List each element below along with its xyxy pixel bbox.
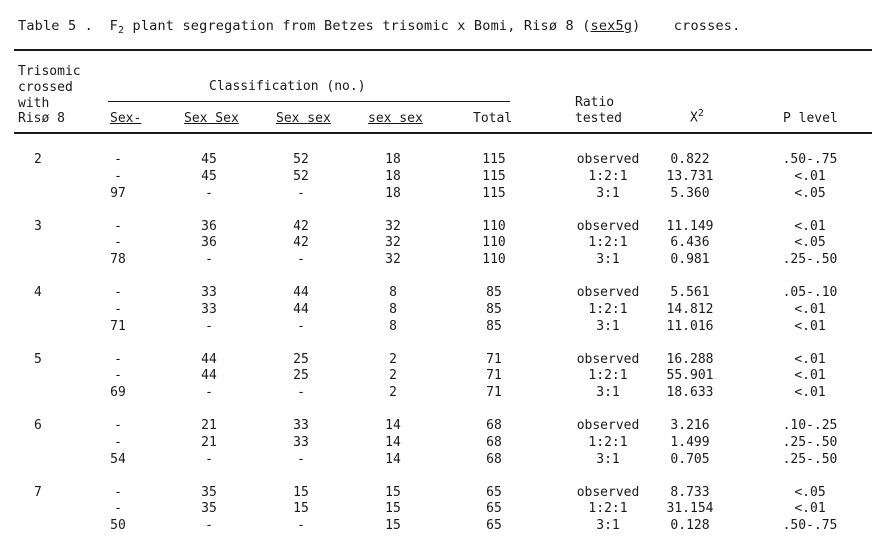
cell-total: 110 <box>482 218 506 234</box>
cell-total: 85 <box>486 318 502 334</box>
cell-sex-sex: - <box>205 518 213 534</box>
cell-sex-minus: 50 <box>110 518 126 534</box>
cell-sex-sex-lower: 25 <box>293 368 309 384</box>
header-bottom-rule <box>14 132 872 134</box>
cell-chi-square: 13.731 <box>666 168 714 184</box>
cell-total: 65 <box>486 484 502 500</box>
cell-sex-sex: - <box>205 318 213 334</box>
cell-chi-square: 5.561 <box>670 285 710 300</box>
cell-sex-sex-lower: - <box>297 518 305 534</box>
cell-ratio: 1:2:1 <box>588 501 628 517</box>
cell-sex-sex-lower: 33 <box>293 434 309 450</box>
cell-sex-sex: 45 <box>201 168 217 184</box>
cell-sex-minus: 69 <box>110 385 126 401</box>
cell-sex-sex: 35 <box>201 501 217 517</box>
cell-sex-minus: - <box>114 285 122 300</box>
cell-p-level: .25-.50 <box>782 252 838 268</box>
cell-chi-square: 0.705 <box>670 451 710 467</box>
cell-chi-square: 8.733 <box>670 484 710 500</box>
header-sex-sex: Sex Sex <box>184 111 239 126</box>
cell-sex-lower-sex-lower: 14 <box>385 418 401 433</box>
cell-p-level: <.05 <box>794 235 826 251</box>
cell-sex-sex: 45 <box>201 152 217 167</box>
cell-sex-minus: - <box>114 368 122 384</box>
cell-p-level: <.05 <box>794 484 826 500</box>
cell-total: 68 <box>486 451 502 467</box>
cell-total: 71 <box>486 351 502 367</box>
cell-ratio: 3:1 <box>596 318 620 334</box>
cell-ratio: 3:1 <box>596 252 620 268</box>
header-sex-sex-lower: Sex sex <box>276 111 331 126</box>
cell-chi-square: 0.822 <box>670 152 710 167</box>
cell-chi-square: 31.154 <box>666 501 714 517</box>
cell-sex-minus: - <box>114 301 122 317</box>
cell-chi-square: 18.633 <box>666 385 714 401</box>
cell-sex-lower-sex-lower: 18 <box>385 152 401 167</box>
cell-p-level: .50-.75 <box>782 518 838 534</box>
header-trisomic-3: with <box>18 96 50 111</box>
cell-total: 65 <box>486 501 502 517</box>
cell-p-level: <.01 <box>794 318 826 334</box>
cell-sex-sex-lower: - <box>297 252 305 268</box>
cell-sex-minus: 71 <box>110 318 126 334</box>
cell-total: 115 <box>482 185 506 201</box>
cell-sex-minus: - <box>114 235 122 251</box>
cell-chi-square: 55.901 <box>666 368 714 384</box>
cell-sex-lower-sex-lower: 32 <box>385 235 401 251</box>
cell-sex-lower-sex-lower: 15 <box>385 501 401 517</box>
cell-sex-sex: 36 <box>201 218 217 234</box>
cell-ratio: 1:2:1 <box>588 301 628 317</box>
cell-chi-square: 16.288 <box>666 351 714 367</box>
cell-total: 65 <box>486 518 502 534</box>
cell-sex-lower-sex-lower: 2 <box>389 385 397 401</box>
cell-sex-sex-lower: 52 <box>293 152 309 167</box>
cell-total: 110 <box>482 252 506 268</box>
cell-sex-sex-lower: 42 <box>293 235 309 251</box>
cell-p-level: <.01 <box>794 385 826 401</box>
cell-p-level: <.01 <box>794 351 826 367</box>
cell-sex-minus: 54 <box>110 451 126 467</box>
cell-sex-lower-sex-lower: 2 <box>389 351 397 367</box>
cell-p-level: <.01 <box>794 168 826 184</box>
caption-text-after: ) crosses. <box>632 18 741 34</box>
cell-total: 68 <box>486 434 502 450</box>
caption-text: plant segregation from Betzes trisomic x Bomi, Risø 8 ( <box>132 18 591 34</box>
cell-p-level: .25-.50 <box>782 434 838 450</box>
cell-total: 115 <box>482 152 506 167</box>
cell-sex-sex: 33 <box>201 285 217 300</box>
cell-sex-sex: - <box>205 185 213 201</box>
cell-chi-square: 0.981 <box>670 252 710 268</box>
header-total: Total <box>473 111 513 126</box>
cell-trisomic: 2 <box>34 152 42 167</box>
cell-sex-minus: - <box>114 484 122 500</box>
cell-sex-lower-sex-lower: 14 <box>385 434 401 450</box>
cell-p-level: <.01 <box>794 218 826 234</box>
cell-sex-lower-sex-lower: 18 <box>385 185 401 201</box>
cell-sex-sex-lower: - <box>297 451 305 467</box>
cell-sex-sex: - <box>205 252 213 268</box>
cell-sex-lower-sex-lower: 8 <box>389 285 397 300</box>
cell-sex-sex-lower: 44 <box>293 301 309 317</box>
cell-sex-lower-sex-lower: 14 <box>385 451 401 467</box>
header-sex-lower-sex-lower: sex sex <box>368 111 423 126</box>
cell-p-level: .10-.25 <box>782 418 838 433</box>
cell-sex-sex: - <box>205 385 213 401</box>
caption-f: F <box>109 18 118 34</box>
cell-sex-lower-sex-lower: 32 <box>385 252 401 268</box>
cell-sex-minus: - <box>114 218 122 234</box>
cell-trisomic: 6 <box>34 418 42 433</box>
cell-trisomic: 7 <box>34 484 42 500</box>
header-trisomic-2: crossed <box>18 80 73 95</box>
cell-ratio: 1:2:1 <box>588 168 628 184</box>
cell-ratio: 3:1 <box>596 385 620 401</box>
cell-total: 71 <box>486 368 502 384</box>
header-ratio-1: Ratio <box>575 95 615 110</box>
cell-sex-minus: 97 <box>110 185 126 201</box>
cell-sex-sex: 35 <box>201 484 217 500</box>
cell-ratio: observed <box>576 418 640 433</box>
cell-sex-sex-lower: 25 <box>293 351 309 367</box>
classification-rule <box>108 101 510 102</box>
cell-sex-minus: - <box>114 168 122 184</box>
cell-chi-square: 14.812 <box>666 301 714 317</box>
cell-chi-square: 5.360 <box>670 185 710 201</box>
cell-ratio: 1:2:1 <box>588 235 628 251</box>
cell-ratio: observed <box>576 152 640 167</box>
header-classification: Classification (no.) <box>209 79 366 94</box>
cell-sex-minus: - <box>114 351 122 367</box>
cell-total: 71 <box>486 385 502 401</box>
cell-ratio: observed <box>576 351 640 367</box>
cell-p-level: .05-.10 <box>782 285 838 300</box>
cell-sex-sex-lower: - <box>297 385 305 401</box>
cell-sex-minus: 78 <box>110 252 126 268</box>
cell-sex-sex: - <box>205 451 213 467</box>
table-caption <box>18 18 740 36</box>
cell-chi-square: 6.436 <box>670 235 710 251</box>
cell-sex-sex-lower: 44 <box>293 285 309 300</box>
cell-ratio: 3:1 <box>596 451 620 467</box>
header-chi-sup: 2 <box>697 108 704 119</box>
cell-trisomic: 3 <box>34 218 42 234</box>
caption-f-subscript: 2 <box>117 25 125 36</box>
cell-sex-lower-sex-lower: 2 <box>389 368 397 384</box>
cell-sex-minus: - <box>114 152 122 167</box>
cell-sex-minus: - <box>114 434 122 450</box>
cell-ratio: observed <box>576 218 640 234</box>
top-rule <box>14 49 872 51</box>
header-trisomic-1: Trisomic <box>18 64 81 79</box>
cell-chi-square: 0.128 <box>670 518 710 534</box>
cell-ratio: 1:2:1 <box>588 368 628 384</box>
cell-trisomic: 5 <box>34 351 42 367</box>
cell-total: 115 <box>482 168 506 184</box>
cell-sex-sex-lower: 52 <box>293 168 309 184</box>
cell-sex-lower-sex-lower: 8 <box>389 301 397 317</box>
cell-chi-square: 11.149 <box>666 218 714 234</box>
cell-sex-sex: 33 <box>201 301 217 317</box>
cell-p-level: <.05 <box>794 185 826 201</box>
cell-chi-square: 1.499 <box>670 434 710 450</box>
header-chi-x: X <box>690 110 698 126</box>
cell-sex-sex: 44 <box>201 351 217 367</box>
caption-label: Table 5 . <box>18 18 93 34</box>
cell-total: 85 <box>486 285 502 300</box>
cell-total: 68 <box>486 418 502 433</box>
cell-total: 110 <box>482 235 506 251</box>
cell-sex-lower-sex-lower: 15 <box>385 518 401 534</box>
cell-total: 85 <box>486 301 502 317</box>
header-chi-square <box>690 106 704 126</box>
cell-ratio: observed <box>576 484 640 500</box>
cell-trisomic: 4 <box>34 285 42 300</box>
cell-chi-square: 3.216 <box>670 418 710 433</box>
cell-p-level: .25-.50 <box>782 451 838 467</box>
cell-p-level: .50-.75 <box>782 152 838 167</box>
cell-ratio: 3:1 <box>596 518 620 534</box>
cell-p-level: <.01 <box>794 501 826 517</box>
cell-sex-sex-lower: 42 <box>293 218 309 234</box>
cell-sex-sex: 21 <box>201 434 217 450</box>
cell-sex-lower-sex-lower: 32 <box>385 218 401 234</box>
cell-chi-square: 11.016 <box>666 318 714 334</box>
header-p-level: P level <box>783 111 838 126</box>
cell-sex-sex-lower: 33 <box>293 418 309 433</box>
cell-sex-lower-sex-lower: 8 <box>389 318 397 334</box>
cell-sex-minus: - <box>114 418 122 433</box>
cell-ratio: 1:2:1 <box>588 434 628 450</box>
cell-ratio: 3:1 <box>596 185 620 201</box>
cell-ratio: observed <box>576 285 640 300</box>
cell-sex-lower-sex-lower: 18 <box>385 168 401 184</box>
cell-sex-sex-lower: - <box>297 318 305 334</box>
cell-sex-sex-lower: - <box>297 185 305 201</box>
cell-sex-sex-lower: 15 <box>293 484 309 500</box>
cell-sex-sex-lower: 15 <box>293 501 309 517</box>
header-sex-minus: Sex- <box>110 111 142 126</box>
caption-gene: sex5g <box>590 18 633 34</box>
cell-sex-minus: - <box>114 501 122 517</box>
cell-sex-sex: 44 <box>201 368 217 384</box>
header-ratio-2: tested <box>575 111 622 126</box>
cell-sex-sex: 36 <box>201 235 217 251</box>
cell-sex-lower-sex-lower: 15 <box>385 484 401 500</box>
header-trisomic-4: Risø 8 <box>18 111 65 126</box>
cell-p-level: <.01 <box>794 368 826 384</box>
cell-sex-sex: 21 <box>201 418 217 433</box>
cell-p-level: <.01 <box>794 301 826 317</box>
